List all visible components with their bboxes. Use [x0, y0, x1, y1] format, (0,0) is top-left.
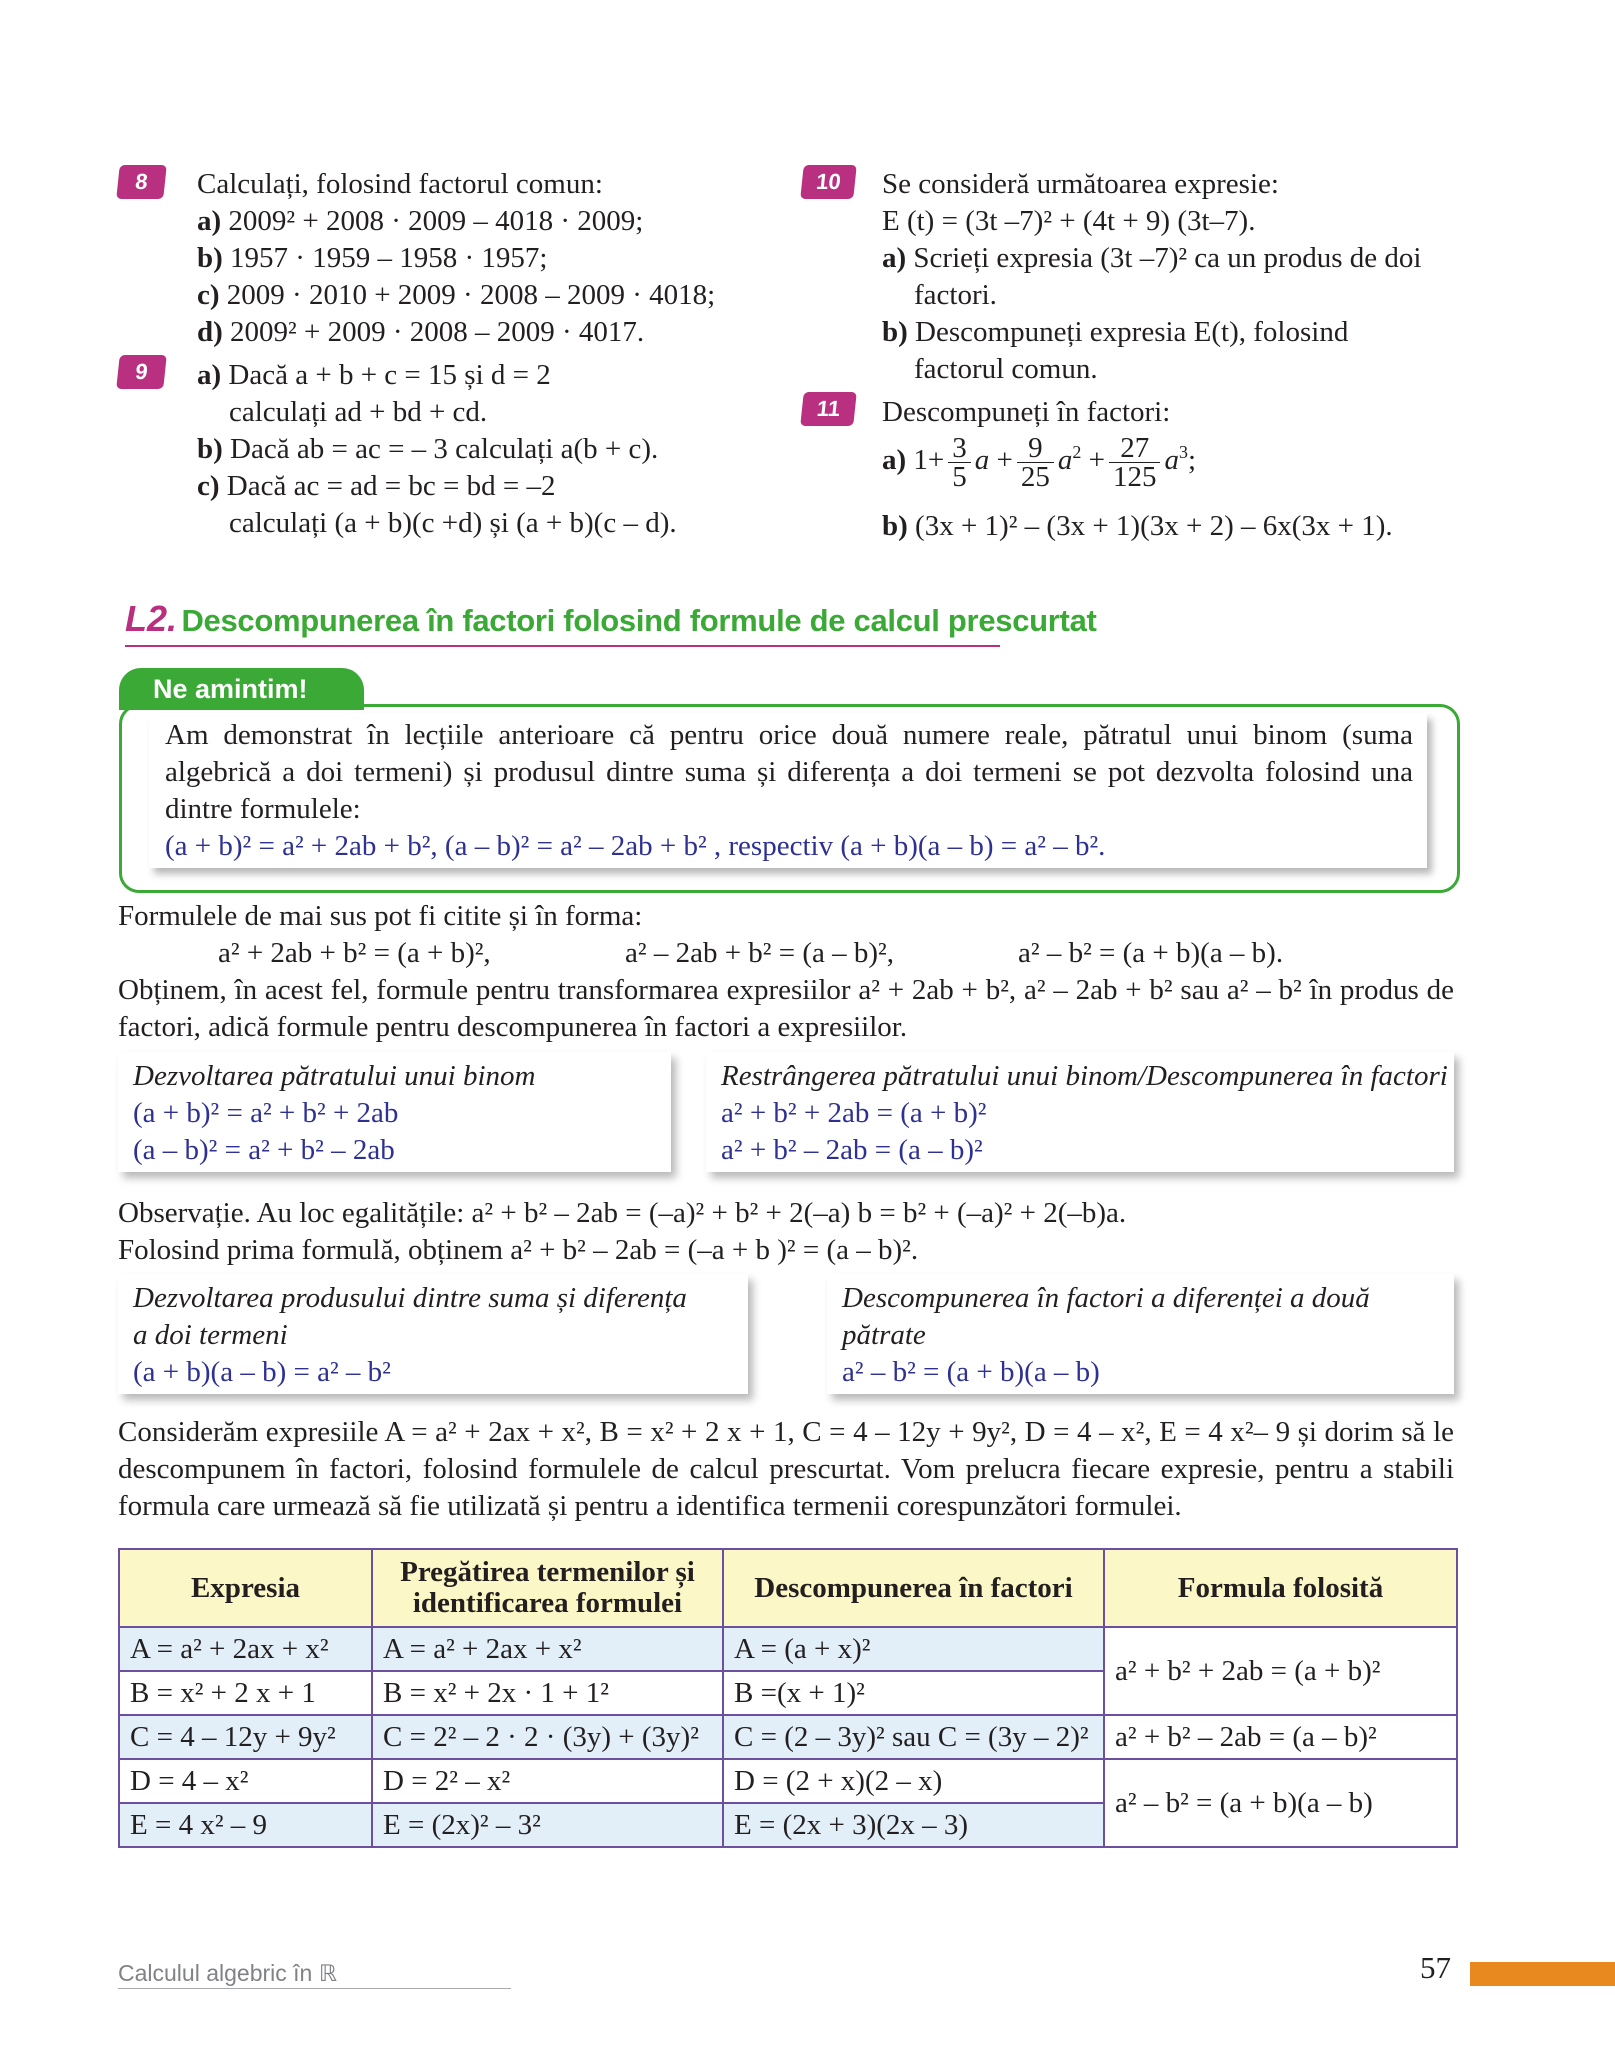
card-binomial-expansion-title: Dezvoltarea pătratului unui binom: [133, 1060, 536, 1092]
table-cell: B = x² + 2x · 1 + 1²: [372, 1671, 723, 1715]
paragraph-forms: Formulele de mai sus pot fi citite și în forma:: [118, 900, 643, 932]
table-cell: B = x² + 2 x + 1: [119, 1671, 372, 1715]
table-cell: D = 4 – x²: [119, 1759, 372, 1803]
page-accent-bar: [1470, 1962, 1615, 1986]
card-diff-squares-factoring-title2: pătrate: [842, 1319, 926, 1351]
card-diff-squares-factoring-content: [842, 1280, 1370, 1391]
card-sum-diff-product-title: Dezvoltarea produsului dintre suma și diferența: [133, 1282, 687, 1314]
table-header-preparation: Pregătirea termenilor și identificarea formulei: [372, 1549, 723, 1627]
table-cell: A = a² + 2ax + x²: [119, 1627, 372, 1671]
footer-chapter: Calculul algebric în ℝ: [118, 1960, 337, 1986]
observation-line2: Folosind prima formulă, obținem a² + b² – 2ab = (–a + b )² = (a – b)².: [118, 1234, 919, 1266]
exercise-9c-text: Dacă ac = ad = bc = bd = –2: [226, 470, 556, 502]
exercise-9a-text: Dacă a + b + c = 15 și d = 2: [228, 359, 551, 391]
observation-line1: Observație. Au loc egalitățile: a² + b² – 2ab = (–a)² + b² + 2(–a) b = b² + (–a)² + 2(–b)a.: [118, 1197, 1127, 1229]
exercise-11-badge: 11: [800, 392, 857, 426]
exercise-8d: d) 2009² + 2009 · 2008 – 2009 · 4017.: [197, 316, 645, 348]
reminder-paragraph: Am demonstrat în lecțiile anterioare că pentru orice două numere reale, pătratul unui binom (suma algebrică a doi termeni) și produsul dintre suma și diferența a doi termeni se pot dezvolta folosind una dintre formulele:: [165, 719, 1413, 825]
exercise-9a-cont: calculați ad + bd + cd.: [229, 396, 488, 428]
fraction-27-125: $\frac{27}{125}$: [1109, 434, 1161, 491]
reminder-formulas: (a + b)² = a² + 2ab + b², (a – b)² = a² – 2ab + b² , respectiv (a + b)(a – b) = a² – b².: [165, 830, 1106, 862]
exercise-10a-text: Scrieți expresia (3t –7)² ca un produs de doi: [913, 242, 1422, 274]
exercise-9-badge: 9: [116, 355, 167, 389]
table-header-factoring: Descompunerea în factori: [723, 1549, 1104, 1627]
table-cell: D = (2 + x)(2 – x): [723, 1759, 1104, 1803]
exercise-8b-text: 1957 · 1959 – 1958 · 1957;: [230, 242, 548, 274]
reminder-text: [165, 717, 1413, 865]
table-cell: E = (2x + 3)(2x – 3): [723, 1803, 1104, 1847]
table-formula-cell: a² – b² = (a + b)(a – b): [1104, 1759, 1457, 1847]
exercise-8c: c) 2009 · 2010 + 2009 · 2008 – 2009 · 4018;: [197, 279, 716, 311]
card-sum-diff-product: [118, 1274, 748, 1394]
fraction-3-5: $\frac{3}{5}$: [948, 434, 971, 491]
exercise-11b: b) (3x + 1)² – (3x + 1)(3x + 2) – 6x(3x + 1).: [882, 510, 1393, 542]
table-header-formula: Formula folosită: [1104, 1549, 1457, 1627]
table-formula-cell: a² + b² + 2ab = (a + b)²: [1104, 1627, 1457, 1715]
table-cell: C = 4 – 12y + 9y²: [119, 1715, 372, 1759]
exercise-11a: a) 1+ $\frac{3}{5}$ a + $\frac{9}{25}$ $a^2$ + $\frac{27}{125}$ $a^3$;: [882, 431, 1197, 493]
table-formula-cell: a² + b² – 2ab = (a – b)²: [1104, 1715, 1457, 1759]
lesson-title-text: Descompunerea în factori folosind formule de calcul prescurtat: [181, 603, 1097, 638]
card-sum-diff-product-content: [133, 1280, 687, 1391]
exercise-8c-text: 2009 · 2010 + 2009 · 2008 – 2009 · 4018;: [226, 279, 716, 311]
paragraph-expressions: Considerăm expresiile A = a² + 2ax + x², B = x² + 2 x + 1, C = 4 – 12y + 9y², D = 4 – x², E = 4 x²– 9 și dorim să le descompunem în factori, folosind formulele de calcul prescurtat. Vom prelucra fiecare expresie, pentru a stabili formula care urmează să fie utilizată și pentru a identifica termenii corespunzători formulei.: [118, 1416, 1454, 1522]
exercise-8a-text: 2009² + 2008 · 2009 – 4018 · 2009;: [228, 205, 644, 237]
formula-diff-squares: a² – b² = (a + b)(a – b).: [1018, 937, 1284, 969]
card-diff-squares-factoring-title: Descompunerea în factori a diferenței a două: [842, 1282, 1370, 1314]
exercise-10b: b) Descompuneți expresia E(t), folosind: [882, 316, 1349, 348]
lesson-title: [125, 598, 1097, 640]
card-binomial-expansion-content: [133, 1058, 536, 1169]
table-header-row: [119, 1549, 1457, 1627]
card-binomial-factoring-f2: a² + b² – 2ab = (a – b)²: [721, 1134, 983, 1166]
exercise-10b-text: Descompuneți expresia E(t), folosind: [915, 316, 1349, 348]
card-diff-squares-factoring: [827, 1274, 1454, 1394]
footer-rule: [118, 1988, 511, 1989]
formula-square-sum: a² + 2ab + b² = (a + b)²,: [218, 937, 491, 969]
table-cell: D = 2² – x²: [372, 1759, 723, 1803]
exercise-9b-text: Dacă ab = ac = – 3 calculați a(b + c).: [230, 433, 659, 465]
table-row: [119, 1759, 1457, 1803]
exercise-11-intro: Descompuneți în factori:: [882, 396, 1171, 428]
exercise-8d-text: 2009² + 2009 · 2008 – 2009 · 4017.: [230, 316, 645, 348]
table-cell: A = (a + x)²: [723, 1627, 1104, 1671]
lesson-code: L2.: [125, 598, 178, 639]
exercise-9b: b) Dacă ab = ac = – 3 calculați a(b + c).: [197, 433, 659, 465]
card-binomial-factoring: [706, 1052, 1454, 1172]
table-row: [119, 1627, 1457, 1671]
card-binomial-factoring-content: [721, 1058, 1448, 1169]
page-number: 57: [1420, 1950, 1451, 1985]
exercise-10a-cont: factori.: [914, 279, 997, 311]
table-row: [119, 1715, 1457, 1759]
exercise-8-intro: Calculați, folosind factorul comun:: [197, 168, 603, 200]
exercise-10b-cont: factorul comun.: [914, 353, 1098, 385]
card-binomial-factoring-title: Restrângerea pătratului unui binom/Descompunerea în factori: [721, 1060, 1448, 1092]
exercise-8-badge: 8: [116, 165, 167, 199]
fraction-9-25: $\frac{9}{25}$: [1017, 434, 1054, 491]
exercise-10-intro: Se consideră următoarea expresie:: [882, 168, 1279, 200]
exercise-8b: b) 1957 · 1959 – 1958 · 1957;: [197, 242, 548, 274]
factoring-table: [118, 1548, 1458, 1848]
exercise-10-badge: 10: [800, 165, 857, 199]
table-header-expression: Expresia: [119, 1549, 372, 1627]
formula-square-diff: a² – 2ab + b² = (a – b)²,: [625, 937, 894, 969]
table-cell: E = 4 x² – 9: [119, 1803, 372, 1847]
exercise-10a: a) Scrieți expresia (3t –7)² ca un produs de doi: [882, 242, 1422, 274]
title-underline: [125, 645, 1000, 647]
card-binomial-factoring-f1: a² + b² + 2ab = (a + b)²: [721, 1097, 987, 1129]
paragraph-obtain: Obținem, în acest fel, formule pentru transformarea expresiilor a² + 2ab + b², a² – 2ab + b² sau a² – b² în produs de factori, adică formule pentru descompunerea în factori a expresiilor.: [118, 974, 1454, 1043]
exercise-9c: c) Dacă ac = ad = bc = bd = –2: [197, 470, 556, 502]
exercise-8a: a) 2009² + 2008 · 2009 – 4018 · 2009;: [197, 205, 644, 237]
table-cell: B =(x + 1)²: [723, 1671, 1104, 1715]
table-cell: A = a² + 2ax + x²: [372, 1627, 723, 1671]
table-cell: C = (2 – 3y)² sau C = (3y – 2)²: [723, 1715, 1104, 1759]
exercise-9a: a) Dacă a + b + c = 15 și d = 2: [197, 359, 551, 391]
card-sum-diff-product-title2: a doi termeni: [133, 1319, 288, 1351]
table-cell: E = (2x)² – 3²: [372, 1803, 723, 1847]
table-cell: C = 2² – 2 · 2 · (3y) + (3y)²: [372, 1715, 723, 1759]
card-binomial-expansion-f1: (a + b)² = a² + b² + 2ab: [133, 1097, 399, 1129]
card-sum-diff-product-formula: (a + b)(a – b) = a² – b²: [133, 1356, 391, 1388]
exercise-9c-cont: calculați (a + b)(c +d) și (a + b)(c – d).: [229, 507, 677, 539]
exercise-11b-text: (3x + 1)² – (3x + 1)(3x + 2) – 6x(3x + 1).: [915, 510, 1393, 542]
card-diff-squares-factoring-formula: a² – b² = (a + b)(a – b): [842, 1356, 1100, 1388]
card-binomial-expansion-f2: (a – b)² = a² + b² – 2ab: [133, 1134, 395, 1166]
reminder-tab: Ne amintim!: [119, 668, 364, 710]
card-binomial-expansion: [118, 1052, 671, 1172]
exercise-10-expr: E (t) = (3t –7)² + (4t + 9) (3t–7).: [882, 205, 1256, 237]
